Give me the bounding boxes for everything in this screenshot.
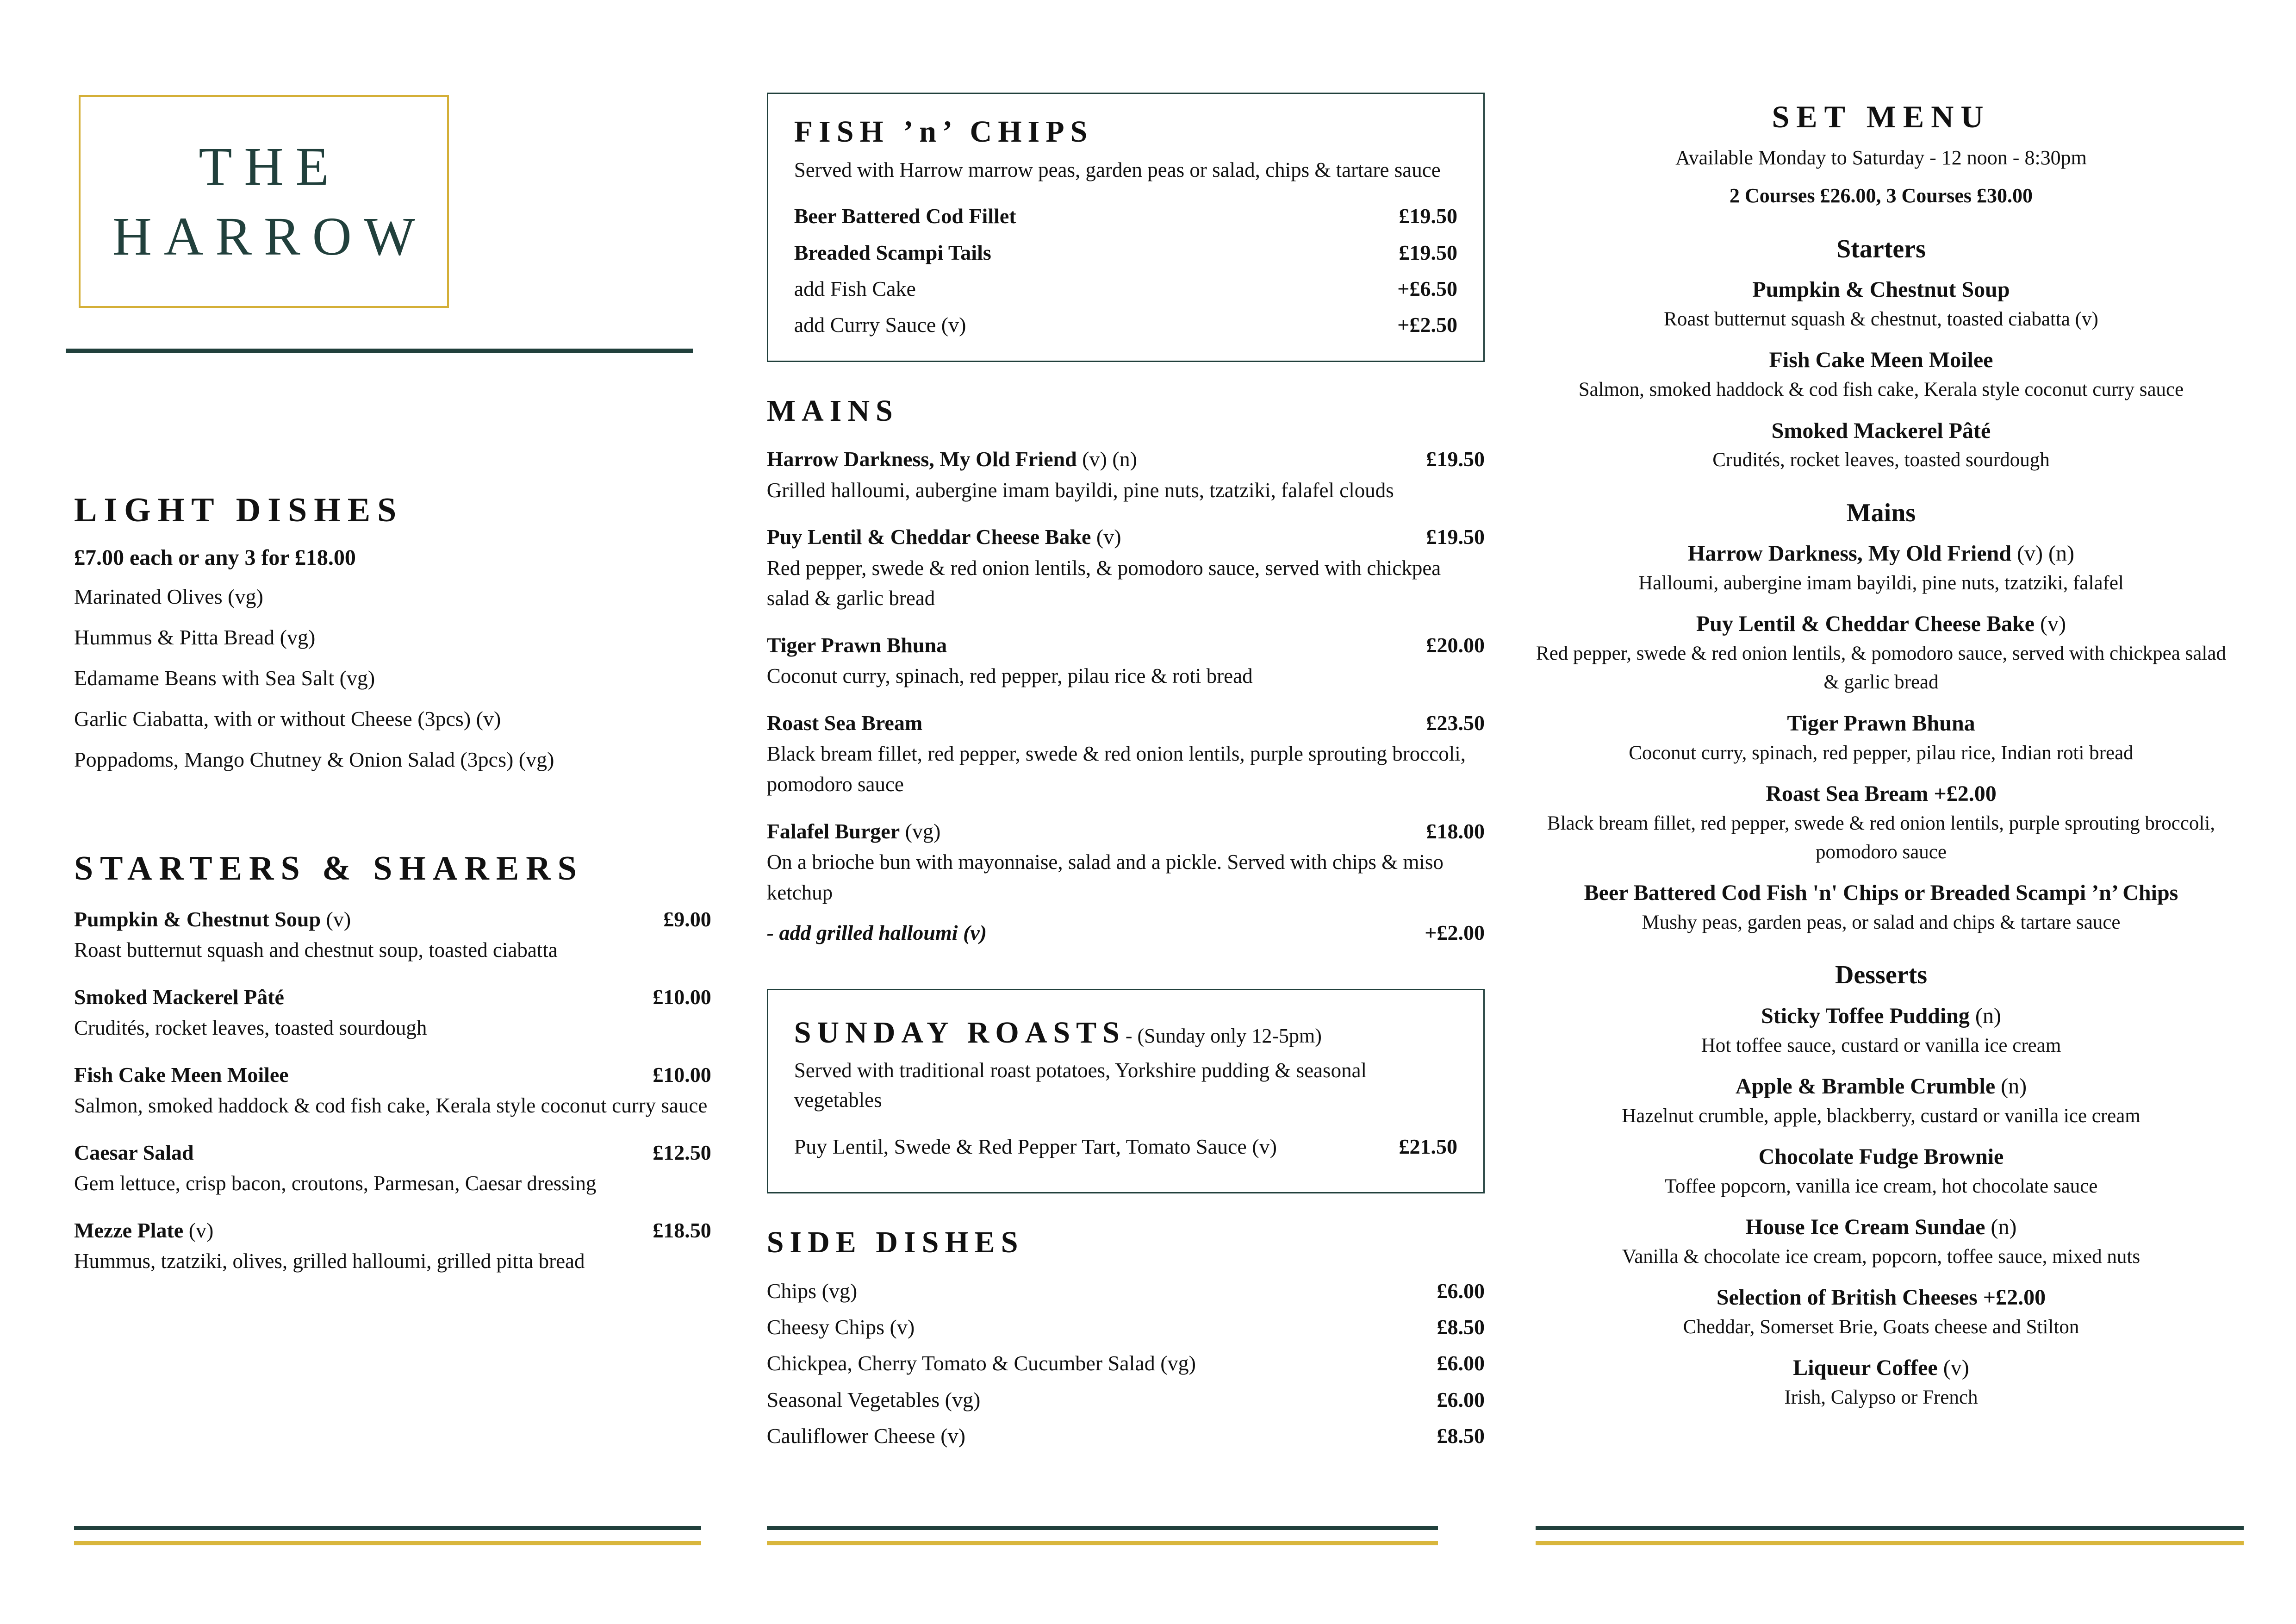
middle-footer-rules <box>767 1526 1438 1545</box>
sunday-roasts-intro: Served with traditional roast potatoes, Yorkshire pudding & seasonal vegetables <box>794 1059 1367 1112</box>
sunday-roasts-note: - (Sunday only 12-5pm) <box>1125 1024 1322 1047</box>
addon-price: +£2.00 <box>1425 921 1485 945</box>
left-column <box>56 0 730 1624</box>
brand-logo <box>74 0 711 353</box>
light-dishes-price-note: £7.00 each or any 3 for £18.00 <box>74 545 356 570</box>
light-dishes-list <box>74 586 711 770</box>
item-price: £12.50 <box>653 1140 711 1164</box>
list-item: Marinated Olives (vg) <box>74 585 263 609</box>
mains-heading: MAINS <box>766 394 899 428</box>
menu-item <box>767 1316 1485 1338</box>
set-dish-description: Crudités, rocket leaves, toasted sourdough <box>1712 449 2050 471</box>
item-name: Chips (vg) <box>766 1279 858 1303</box>
set-dish-name: Liqueur Coffee (v) <box>1793 1355 1969 1380</box>
set-dish-description: Cheddar, Somerset Brie, Goats cheese and Stilton <box>1683 1316 2079 1338</box>
starters-sharers-list <box>74 908 711 1277</box>
item-price: £6.00 <box>1437 1387 1485 1412</box>
set-dish-name: Roast Sea Bream +£2.00 <box>1766 781 1997 806</box>
item-price: £10.00 <box>653 985 711 1009</box>
side-dishes-section <box>767 1226 1485 1447</box>
item-price: +£2.50 <box>1397 313 1457 337</box>
footer-rule-gold <box>767 1541 1438 1545</box>
right-column <box>1522 0 2240 1624</box>
list-item: Hummus & Pitta Bread (vg) <box>74 625 316 650</box>
menu-item <box>74 908 711 966</box>
set-course-heading-desserts: Desserts <box>1835 961 1927 990</box>
item-price: £18.00 <box>1426 819 1485 843</box>
set-dish-name: Sticky Toffee Pudding (n) <box>1761 1004 2001 1029</box>
set-dish-description: Hazelnut crumble, apple, blackberry, custard or vanilla ice cream <box>1622 1105 2140 1127</box>
footer-rule-green <box>74 1526 701 1530</box>
item-name: Pumpkin & Chestnut Soup (v) <box>74 907 351 931</box>
item-description: On a brioche bun with mayonnaise, salad and a pickle. Served with chips & miso ketchup <box>766 850 1444 904</box>
brand-line-harrow: HARROW <box>112 206 428 267</box>
fish-n-chips-intro: Served with Harrow marrow peas, garden peas or salad, chips & tartare sauce <box>794 158 1441 181</box>
set-dish-name: Chocolate Fudge Brownie <box>1758 1144 2004 1169</box>
set-course-heading-starters: Starters <box>1836 234 1926 263</box>
set-dish-description: Halloumi, aubergine imam bayildi, pine nuts, tzatziki, falafel <box>1638 572 2124 594</box>
left-spacer <box>74 353 711 492</box>
item-name: Roast Sea Bream <box>766 711 923 735</box>
menu-item <box>767 1389 1485 1411</box>
item-name: Caesar Salad <box>74 1140 194 1164</box>
right-spacer <box>1536 0 2227 100</box>
item-price: £20.00 <box>1426 633 1485 657</box>
item-description: Salmon, smoked haddock & cod fish cake, Kerala style coconut curry sauce <box>74 1094 708 1118</box>
item-price: £6.00 <box>1437 1351 1485 1375</box>
fish-n-chips-box <box>767 93 1485 362</box>
right-footer-rules <box>1536 1526 2244 1545</box>
mains-section <box>767 394 1485 944</box>
menu-item <box>74 1064 711 1121</box>
menu-item <box>74 986 711 1043</box>
menu-item <box>794 242 1457 264</box>
set-dish-description: Vanilla & chocolate ice cream, popcorn, toffee sauce, mixed nuts <box>1622 1246 2140 1268</box>
item-description: Black bream fillet, red pepper, swede & red onion lentils, purple sprouting broccoli, pomodoro sauce <box>766 742 1466 796</box>
footer-rule-green <box>1536 1526 2244 1530</box>
item-price: £6.00 <box>1437 1279 1485 1303</box>
item-name: Seasonal Vegetables (vg) <box>766 1387 981 1412</box>
item-price: £19.50 <box>1426 525 1485 549</box>
item-price: £19.50 <box>1426 447 1485 471</box>
item-description: Crudités, rocket leaves, toasted sourdough <box>74 1016 427 1040</box>
item-description: Red pepper, swede & red onion lentils, & pomodoro sauce, served with chickpea salad & garlic bread <box>766 556 1441 610</box>
set-dish-name: Harrow Darkness, My Old Friend (v) (n) <box>1687 541 2074 566</box>
starters-sharers-heading: STARTERS & SHARERS <box>74 849 584 888</box>
list-item: Poppadoms, Mango Chutney & Onion Salad (3pcs) (vg) <box>74 748 554 772</box>
set-dish-name: House Ice Cream Sundae (n) <box>1745 1215 2017 1240</box>
set-dish-description: Red pepper, swede & red onion lentils, & pomodoro sauce, served with chickpea salad & garlic bread <box>1536 643 2226 693</box>
footer-rule-green <box>767 1526 1438 1530</box>
side-dishes-heading: SIDE DISHES <box>766 1225 1024 1260</box>
set-menu-heading: SET MENU <box>1772 99 1991 134</box>
sunday-roasts-box <box>767 989 1485 1194</box>
sunday-roasts-heading: SUNDAY ROASTS- (Sunday only 12-5pm) <box>794 1015 1322 1049</box>
item-description: Grilled halloumi, aubergine imam bayildi, pine nuts, tzatziki, falafel clouds <box>766 478 1394 502</box>
footer-rule-gold <box>74 1541 701 1545</box>
fish-n-chips-heading: FISH ’n’ CHIPS <box>794 115 1094 149</box>
menu-item <box>767 448 1485 506</box>
item-description: Roast butternut squash and chestnut soup, toasted ciabatta <box>74 938 558 962</box>
item-name: Falafel Burger (vg) <box>766 819 941 843</box>
list-item: Garlic Ciabatta, with or without Cheese (3pcs) (v) <box>74 707 501 731</box>
item-price: £19.50 <box>1399 240 1457 264</box>
menu-item <box>767 526 1485 614</box>
item-price: £18.50 <box>653 1218 711 1242</box>
set-dish-description: Mushy peas, garden peas, or salad and chips & tartare sauce <box>1642 912 2121 934</box>
set-dish-description: Coconut curry, spinach, red pepper, pilau rice, Indian roti bread <box>1629 742 2134 764</box>
item-name: Cheesy Chips (v) <box>766 1315 915 1339</box>
menu-item <box>794 314 1457 336</box>
logo-box <box>79 95 449 308</box>
mains-addon <box>767 922 1485 944</box>
item-name: Smoked Mackerel Pâté <box>74 985 284 1009</box>
item-name: Fish Cake Meen Moilee <box>74 1062 289 1087</box>
item-price: +£6.50 <box>1397 277 1457 301</box>
set-dish-name: Beer Battered Cod Fish 'n' Chips or Breaded Scampi ’n’ Chips <box>1584 881 2178 906</box>
set-dish-name: Puy Lentil & Cheddar Cheese Bake (v) <box>1696 612 2066 637</box>
set-dish-name: Tiger Prawn Bhuna <box>1787 711 1975 736</box>
list-item: Edamame Beans with Sea Salt (vg) <box>74 666 375 690</box>
menu-item <box>794 1136 1457 1158</box>
item-price: £8.50 <box>1437 1424 1485 1448</box>
menu-item <box>767 1425 1485 1447</box>
set-dish-description: Salmon, smoked haddock & cod fish cake, Kerala style coconut curry sauce <box>1578 379 2184 401</box>
set-dish-description: Toffee popcorn, vanilla ice cream, hot chocolate sauce <box>1664 1175 2098 1197</box>
item-price: £8.50 <box>1437 1315 1485 1339</box>
set-dish-name: Fish Cake Meen Moilee <box>1769 348 1993 373</box>
set-dish-name: Pumpkin & Chestnut Soup <box>1752 277 2010 302</box>
item-price: £10.00 <box>653 1062 711 1087</box>
menu-item <box>767 1280 1485 1302</box>
item-name: add Curry Sauce (v) <box>794 313 966 337</box>
item-name: Puy Lentil, Swede & Red Pepper Tart, Tomato Sauce (v) <box>794 1134 1277 1158</box>
header-rule <box>66 349 693 353</box>
section-gap <box>74 790 711 850</box>
item-price: £21.50 <box>1399 1134 1457 1158</box>
set-dish-name: Selection of British Cheeses +£2.00 <box>1716 1285 2046 1310</box>
menu-item <box>767 634 1485 692</box>
set-menu-pricing: 2 Courses £26.00, 3 Courses £30.00 <box>1729 184 2033 207</box>
set-dish-name: Apple & Bramble Crumble (n) <box>1735 1074 2027 1099</box>
brand-line-the: THE <box>199 136 341 197</box>
set-menu-availability: Available Monday to Saturday - 12 noon - 8:30pm <box>1675 146 2087 169</box>
item-description: Gem lettuce, crisp bacon, croutons, Parmesan, Caesar dressing <box>74 1172 597 1195</box>
menu-item <box>794 205 1457 227</box>
light-dishes-heading: LIGHT DISHES <box>74 491 404 529</box>
item-name: Beer Battered Cod Fillet <box>794 204 1016 228</box>
set-dish-description: Irish, Calypso or French <box>1784 1387 1978 1409</box>
set-dish-description: Hot toffee sauce, custard or vanilla ice cream <box>1701 1034 2061 1056</box>
menu-item <box>794 278 1457 300</box>
menu-item <box>767 1352 1485 1374</box>
item-name: Harrow Darkness, My Old Friend (v) (n) <box>766 447 1137 471</box>
middle-column <box>730 0 1522 1624</box>
item-name: add Fish Cake <box>794 277 916 301</box>
item-name: Cauliflower Cheese (v) <box>766 1424 965 1448</box>
set-dish-description: Black bream fillet, red pepper, swede & red onion lentils, purple sprouting broccoli, pomodoro sauce <box>1547 812 2215 863</box>
left-footer-rules <box>74 1526 701 1545</box>
menu-item <box>767 712 1485 800</box>
item-name: Breaded Scampi Tails <box>794 240 991 264</box>
menu-item <box>74 1142 711 1199</box>
item-description: Hummus, tzatziki, olives, grilled halloumi, grilled pitta bread <box>74 1249 585 1273</box>
item-description: Coconut curry, spinach, red pepper, pilau rice & roti bread <box>766 664 1253 688</box>
menu-item <box>767 820 1485 908</box>
item-name: Mezze Plate (v) <box>74 1218 214 1242</box>
addon-name: - add grilled halloumi (v) <box>766 921 987 945</box>
item-price: £19.50 <box>1399 204 1457 228</box>
set-dish-description: Roast butternut squash & chestnut, toasted ciabatta (v) <box>1664 308 2098 331</box>
menu-item <box>74 1219 711 1277</box>
item-name: Chickpea, Cherry Tomato & Cucumber Salad (vg) <box>766 1351 1196 1375</box>
item-price: £9.00 <box>663 907 711 931</box>
item-name: Puy Lentil & Cheddar Cheese Bake (v) <box>766 525 1121 549</box>
footer-rule-gold <box>1536 1541 2244 1545</box>
set-dish-name: Smoked Mackerel Pâté <box>1771 418 1991 443</box>
set-course-heading-mains: Mains <box>1846 498 1916 527</box>
item-price: £23.50 <box>1426 711 1485 735</box>
item-name: Tiger Prawn Bhuna <box>766 633 947 657</box>
